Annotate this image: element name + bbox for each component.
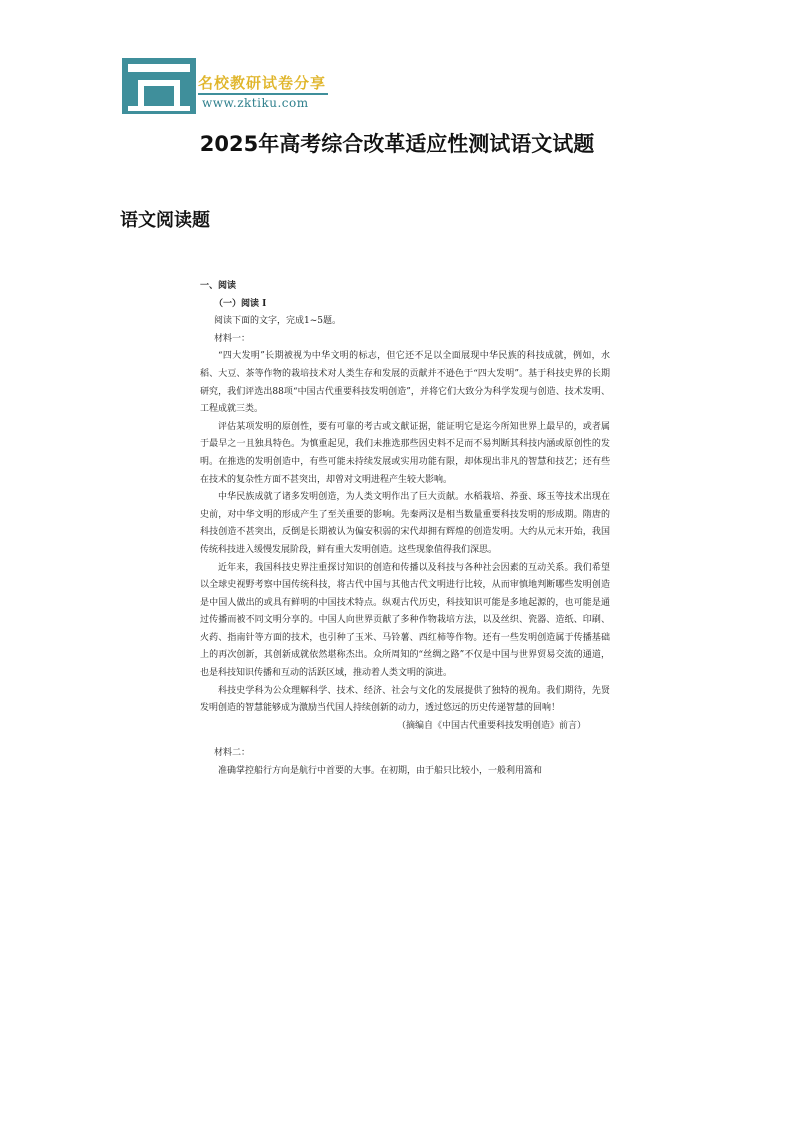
paragraph: 中华民族成就了诸多发明创造，为人类文明作出了巨大贡献。水稻栽培、养蚕、琢玉等技术出现在史前，对中华文明的形成产生了至关重要的影响。先秦两汉是相当数量重要科技发明的形成期。隋唐的科技创造不甚突出，反倒是长期被认为偏安积弱的宋代却拥有辉煌的创造发明。大约从元末开始，我国传统科技进入缓慢发展阶段，鲜有重大发明创造。这些现象值得我们深思。 <box>200 492 610 555</box>
paragraph: 科技史学科为公众理解科学、技术、经济、社会与文化的发展提供了独特的视角。我们期待，先贤发明创造的智慧能够成为激励当代国人持续创新的动力，透过悠远的历史传递智慧的回响！ <box>200 685 610 714</box>
paragraph: 准确掌控船行方向是航行中首要的大事。在初期，由于船只比较小，一般利用篙和 <box>218 766 543 777</box>
material-two-label: 材料二： <box>214 748 251 759</box>
part-heading: 一、阅读 <box>200 281 237 291</box>
instruction-text: 阅读下面的文字，完成1~5题。 <box>214 316 341 327</box>
logo-name: 名校教研试卷分享 <box>198 74 327 92</box>
paragraph: 近年来，我国科技史界注重探讨知识的创造和传播以及科技与各种社会因素的互动关系。我们希望以全球史视野考察中国传统科技，将古代中国与其他古代文明进行比较，从而审慎地判断哪些发明创造是中国人做出的或具有鲜明的中国技术特点。纵观古代历史，科技知识可能是多地起源的，也可能是通过传播而被不同文明分享的。中国人向世界贡献了多种作物栽培方法，以及丝织、瓷器、造纸、印刷、火药、指南针等方面的技术，也引种了玉米、马铃薯、西红柿等作物。还有一些发明创造属于传播基础上的再次创新，其创新成就依然堪称杰出。众所周知的“丝绸之路”不仅是中国与世界贸易交流的通道，也是科技知识传播和互动的活跃区域，推动着人类文明的演进。 <box>200 562 610 679</box>
scanned-exam-page <box>200 278 610 858</box>
section-title: 语文阅读题 <box>120 210 210 231</box>
source-citation: （摘编自《中国古代重要科技发明创造》前言） <box>396 720 586 731</box>
paragraph: 评估某项发明的原创性，要有可靠的考古或文献证据，能证明它是迄今所知世界上最早的，或者属于最早之一且独具特色。为慎重起见，我们未推选那些因史料不足而不易判断其科技内涵或原创性的发明。在推选的发明创造中，有些可能未持续发展或实用功能有限，却体现出非凡的智慧和技艺；还有些在技术的复杂性方面不甚突出，却曾对文明进程产生较大影响。 <box>200 421 610 485</box>
logo-divider <box>198 93 328 95</box>
material-one-label: 材料一： <box>214 333 251 344</box>
logo-mark-icon <box>122 58 196 114</box>
page-title: 2025年高考综合改革适应性测试语文试题 <box>199 132 595 156</box>
paragraph: “四大发明”长期被视为中华文明的标志，但它还不足以全面展现中华民族的科技成就，例如，水稻、大豆、茶等作物的栽培技术对人类生存和发展的贡献并不逊色于“四大发明”。基于科技史界的长期研究，我们评选出88项“中国古代重要科技发明创造”，并将它们大致分为科学发现与创造、技术发明、工程成就三类。 <box>200 351 610 415</box>
logo <box>122 58 332 116</box>
subpart-heading: （一）阅读 I <box>214 298 267 309</box>
logo-url: www.zktiku.com <box>202 96 309 110</box>
